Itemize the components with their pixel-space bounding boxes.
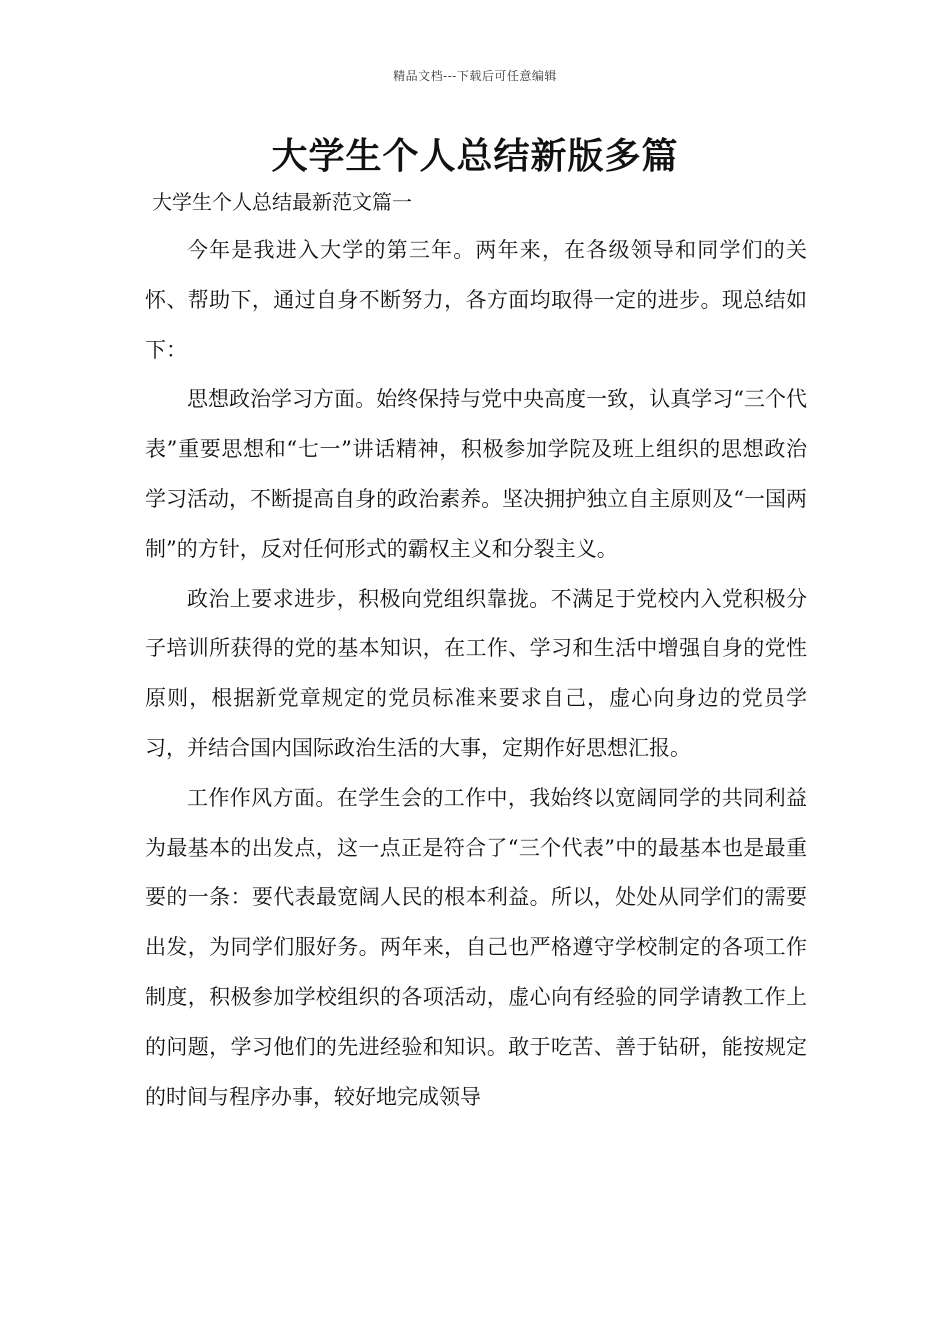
paragraph-ideology: 思想政治学习方面。始终保持与党中央高度一致，认真学习“三个代表”重要思想和“七一”讲话精神，积极参加学院及班上组织的思想政治学习活动，不断提高自身的政治素养。坚决拥护独立自主原则及“一国两制”的方针，反对任何形式的霸权主义和分裂主义。 xyxy=(145,387,807,561)
paragraph-intro: 今年是我进入大学的第三年。两年来，在各级领导和同学们的关怀、帮助下，通过自身不断努力，各方面均取得一定的进步。现总结如下： xyxy=(145,238,807,362)
section-heading: 大学生个人总结最新范文篇一 xyxy=(152,190,412,214)
header-note: 精品文档---下载后可任意编辑 xyxy=(393,69,557,83)
document-title: 大学生个人总结新版多篇 xyxy=(271,135,679,177)
document-body xyxy=(145,226,807,1122)
paragraph-political-progress: 政治上要求进步，积极向党组织靠拢。不满足于党校内入党积极分子培训所获得的党的基本知识，在工作、学习和生活中增强自身的党性原则，根据新党章规定的党员标准来要求自己，虚心向身边的党员学习，并结合国内国际政治生活的大事，定期作好思想汇报。 xyxy=(145,586,807,760)
paragraph-work-style: 工作作风方面。在学生会的工作中，我始终以宽阔同学的共同利益为最基本的出发点，这一点正是符合了“三个代表”中的最基本也是最重要的一条：要代表最宽阔人民的根本利益。所以，处处从同学们的需要出发，为同学们服好务。两年来，自己也严格遵守学校制定的各项工作制度，积极参加学校组织的各项活动，虚心向有经验的同学请教工作上的问题，学习他们的先进经验和知识。敢于吃苦、善于钻研，能按规定的时间与程序办事，较好地完成领导 xyxy=(145,785,807,1109)
